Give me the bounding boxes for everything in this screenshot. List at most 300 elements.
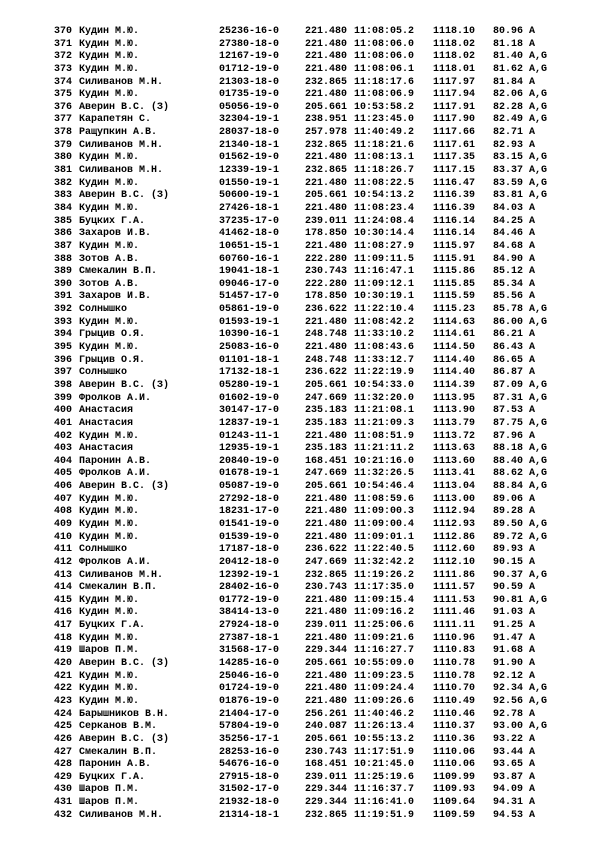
ring-code: 25046-16-0 [219, 670, 280, 682]
arrival-time: 11:19:26.2 [354, 569, 415, 581]
distance: 221.480 [305, 38, 348, 50]
distance: 205.661 [305, 658, 348, 670]
speed: 1116.14 [433, 228, 476, 240]
participant-name: Шаров П.М. [79, 784, 140, 796]
arrival-time: 10:55:13.2 [354, 733, 415, 745]
participant-name: Кудин М.Ю. [79, 607, 140, 619]
speed: 1117.90 [433, 114, 476, 126]
arrival-time: 11:08:43.6 [354, 342, 415, 354]
ring-code: 01101-18-1 [219, 354, 280, 366]
distance: 221.480 [305, 632, 348, 644]
table-row [0, 418, 600, 431]
rank-number: 417 [54, 620, 73, 632]
speed: 1114.40 [433, 367, 476, 379]
speed: 1113.90 [433, 405, 476, 417]
points: 83.15 A,G [493, 152, 548, 164]
ring-code: 21340-18-1 [219, 139, 280, 151]
speed: 1118.02 [433, 38, 476, 50]
table-row [0, 709, 600, 722]
table-row [0, 64, 600, 77]
participant-name: Кудин М.Ю. [79, 38, 140, 50]
ring-code: 54676-16-0 [219, 759, 280, 771]
arrival-time: 11:08:51.9 [354, 430, 415, 442]
speed: 1115.85 [433, 278, 476, 290]
rank-number: 431 [54, 797, 73, 809]
arrival-time: 11:32:26.5 [354, 468, 415, 480]
rank-number: 409 [54, 518, 73, 530]
distance: 221.480 [305, 518, 348, 530]
participant-name: Захаров И.В. [79, 291, 152, 303]
participant-name: Карапетян С. [79, 114, 152, 126]
arrival-time: 11:09:12.1 [354, 278, 415, 290]
ring-code: 30147-17-0 [219, 405, 280, 417]
points: 82.93 A [493, 139, 536, 151]
arrival-time: 11:16:47.1 [354, 266, 415, 278]
table-row [0, 165, 600, 178]
table-row [0, 291, 600, 304]
speed: 1115.97 [433, 240, 476, 252]
points: 93.65 A [493, 759, 536, 771]
ring-code: 21314-18-1 [219, 809, 280, 821]
participant-name: Буцких Г.А. [79, 771, 146, 783]
table-row [0, 77, 600, 90]
rank-number: 393 [54, 316, 73, 328]
points: 86.00 A,G [493, 316, 548, 328]
speed: 1116.39 [433, 190, 476, 202]
participant-name: Смекалин В.П. [79, 582, 158, 594]
points: 93.87 A [493, 771, 536, 783]
speed: 1110.70 [433, 683, 476, 695]
table-row [0, 254, 600, 267]
rank-number: 421 [54, 670, 73, 682]
ring-code: 37235-17-0 [219, 215, 280, 227]
table-row [0, 304, 600, 317]
arrival-time: 10:54:13.2 [354, 190, 415, 202]
participant-name: Силиванов М.Н. [79, 569, 164, 581]
table-row [0, 481, 600, 494]
arrival-time: 11:08:27.9 [354, 240, 415, 252]
rank-number: 416 [54, 607, 73, 619]
arrival-time: 11:08:59.6 [354, 493, 415, 505]
speed: 1114.63 [433, 316, 476, 328]
participant-name: Кудин М.Ю. [79, 430, 140, 442]
table-row [0, 178, 600, 191]
participant-name: Паронин А.В. [79, 759, 152, 771]
participant-name: Кудин М.Ю. [79, 63, 140, 75]
table-row [0, 456, 600, 469]
rank-number: 405 [54, 468, 73, 480]
arrival-time: 11:08:13.1 [354, 152, 415, 164]
table-row [0, 216, 600, 229]
rank-number: 373 [54, 63, 73, 75]
points: 94.31 A [493, 797, 536, 809]
arrival-time: 11:08:23.4 [354, 202, 415, 214]
speed: 1117.91 [433, 101, 476, 113]
participant-name: Кудин М.Ю. [79, 342, 140, 354]
table-row [0, 26, 600, 39]
distance: 221.480 [305, 493, 348, 505]
arrival-time: 11:08:06.9 [354, 89, 415, 101]
speed: 1111.46 [433, 607, 476, 619]
table-row [0, 140, 600, 153]
speed: 1113.63 [433, 443, 476, 455]
speed: 1111.57 [433, 582, 476, 594]
distance: 178.850 [305, 228, 348, 240]
distance: 239.011 [305, 215, 348, 227]
ring-code: 27924-18-0 [219, 620, 280, 632]
rank-number: 423 [54, 695, 73, 707]
ring-code: 27426-18-1 [219, 202, 280, 214]
rank-number: 392 [54, 304, 73, 316]
rank-number: 377 [54, 114, 73, 126]
table-row [0, 810, 600, 823]
points: 88.40 A,G [493, 455, 548, 467]
rank-number: 408 [54, 506, 73, 518]
table-row [0, 494, 600, 507]
rank-number: 384 [54, 202, 73, 214]
rank-number: 379 [54, 139, 73, 151]
arrival-time: 11:17:51.9 [354, 746, 415, 758]
points: 91.25 A [493, 620, 536, 632]
points: 86.43 A [493, 342, 536, 354]
arrival-time: 11:09:16.2 [354, 607, 415, 619]
ring-code: 01593-19-1 [219, 316, 280, 328]
points: 92.56 A,G [493, 695, 548, 707]
table-row [0, 797, 600, 810]
distance: 238.951 [305, 114, 348, 126]
table-row [0, 747, 600, 760]
speed: 1110.06 [433, 746, 476, 758]
participant-name: Кудин М.Ю. [79, 316, 140, 328]
table-row [0, 380, 600, 393]
participant-name: Буцких Г.А. [79, 620, 146, 632]
rank-number: 420 [54, 658, 73, 670]
points: 84.46 A [493, 228, 536, 240]
participant-name: Шаров П.М. [79, 645, 140, 657]
ring-code: 20840-19-0 [219, 455, 280, 467]
rank-number: 390 [54, 278, 73, 290]
ring-code: 25236-16-0 [219, 26, 280, 37]
participant-name: Кудин М.Ю. [79, 26, 140, 37]
arrival-time: 11:24:08.4 [354, 215, 415, 227]
ring-code: 10390-16-1 [219, 329, 280, 341]
table-row [0, 557, 600, 570]
distance: 240.087 [305, 721, 348, 733]
distance: 230.743 [305, 746, 348, 758]
speed: 1118.01 [433, 63, 476, 75]
rank-number: 376 [54, 101, 73, 113]
arrival-time: 10:53:58.2 [354, 101, 415, 113]
arrival-time: 11:17:35.0 [354, 582, 415, 594]
speed: 1109.64 [433, 797, 476, 809]
distance: 230.743 [305, 582, 348, 594]
participant-name: Аверин В.С. (З) [79, 379, 170, 391]
participant-name: Кудин М.Ю. [79, 632, 140, 644]
speed: 1112.86 [433, 531, 476, 543]
participant-name: Силиванов М.Н. [79, 139, 164, 151]
table-row [0, 532, 600, 545]
participant-name: Солнышко [79, 544, 128, 556]
distance: 230.743 [305, 266, 348, 278]
speed: 1110.96 [433, 632, 476, 644]
table-row [0, 102, 600, 115]
distance: 235.183 [305, 417, 348, 429]
points: 91.68 A [493, 645, 536, 657]
points: 91.47 A [493, 632, 536, 644]
points: 88.84 A,G [493, 481, 548, 493]
distance: 229.344 [305, 645, 348, 657]
distance: 248.748 [305, 329, 348, 341]
arrival-time: 11:23:45.0 [354, 114, 415, 126]
participant-name: Кудин М.Ю. [79, 152, 140, 164]
distance: 205.661 [305, 190, 348, 202]
distance: 232.865 [305, 76, 348, 88]
arrival-time: 11:09:24.4 [354, 683, 415, 695]
distance: 221.480 [305, 607, 348, 619]
arrival-time: 11:09:23.5 [354, 670, 415, 682]
speed: 1118.02 [433, 51, 476, 63]
arrival-time: 11:22:19.9 [354, 367, 415, 379]
ring-code: 28253-16-0 [219, 746, 280, 758]
points: 82.71 A [493, 127, 536, 139]
distance: 221.480 [305, 177, 348, 189]
points: 86.65 A [493, 354, 536, 366]
speed: 1109.59 [433, 809, 476, 821]
rank-number: 370 [54, 26, 73, 37]
speed: 1115.91 [433, 253, 476, 265]
speed: 1117.94 [433, 89, 476, 101]
ring-code: 01243-11-1 [219, 430, 280, 442]
rank-number: 418 [54, 632, 73, 644]
points: 90.15 A [493, 556, 536, 568]
table-row [0, 443, 600, 456]
speed: 1116.39 [433, 202, 476, 214]
participant-name: Аверин В.С. (З) [79, 190, 170, 202]
distance: 222.280 [305, 278, 348, 290]
speed: 1114.61 [433, 329, 476, 341]
rank-number: 375 [54, 89, 73, 101]
points: 83.37 A,G [493, 165, 548, 177]
table-row [0, 203, 600, 216]
arrival-time: 11:32:42.2 [354, 556, 415, 568]
participant-name: Кудин М.Ю. [79, 670, 140, 682]
table-row [0, 696, 600, 709]
rank-number: 399 [54, 392, 73, 404]
distance: 221.480 [305, 342, 348, 354]
rank-number: 411 [54, 544, 73, 556]
distance: 221.480 [305, 670, 348, 682]
speed: 1110.78 [433, 658, 476, 670]
participant-name: Солнышко [79, 304, 128, 316]
arrival-time: 11:08:42.2 [354, 316, 415, 328]
points: 89.06 A [493, 493, 536, 505]
distance: 205.661 [305, 379, 348, 391]
ring-code: 35256-17-1 [219, 733, 280, 745]
distance: 229.344 [305, 797, 348, 809]
ring-code: 25083-16-0 [219, 342, 280, 354]
arrival-time: 11:08:22.5 [354, 177, 415, 189]
speed: 1117.97 [433, 76, 476, 88]
arrival-time: 11:33:10.2 [354, 329, 415, 341]
speed: 1114.39 [433, 379, 476, 391]
speed: 1110.37 [433, 721, 476, 733]
table-row [0, 127, 600, 140]
points: 87.75 A,G [493, 417, 548, 429]
participant-name: Аверин В.С. (З) [79, 101, 170, 113]
points: 90.81 A,G [493, 594, 548, 606]
arrival-time: 11:08:06.0 [354, 51, 415, 63]
arrival-time: 11:16:37.7 [354, 784, 415, 796]
rank-number: 403 [54, 443, 73, 455]
participant-name: Кудин М.Ю. [79, 202, 140, 214]
points: 82.49 A,G [493, 114, 548, 126]
speed: 1110.83 [433, 645, 476, 657]
rank-number: 410 [54, 531, 73, 543]
speed: 1113.60 [433, 455, 476, 467]
distance: 221.480 [305, 316, 348, 328]
table-row [0, 658, 600, 671]
speed: 1117.35 [433, 152, 476, 164]
rank-number: 424 [54, 708, 73, 720]
points: 86.87 A [493, 367, 536, 379]
rank-number: 383 [54, 190, 73, 202]
participant-name: Кудин М.Ю. [79, 531, 140, 543]
table-row [0, 431, 600, 444]
participant-name: Кудин М.Ю. [79, 683, 140, 695]
rank-number: 389 [54, 266, 73, 278]
rank-number: 371 [54, 38, 73, 50]
rank-number: 372 [54, 51, 73, 63]
ring-code: 17132-18-1 [219, 367, 280, 379]
points: 92.12 A [493, 670, 536, 682]
speed: 1110.78 [433, 670, 476, 682]
rank-number: 386 [54, 228, 73, 240]
ring-code: 27915-18-0 [219, 771, 280, 783]
speed: 1115.23 [433, 304, 476, 316]
ring-code: 05087-19-0 [219, 481, 280, 493]
arrival-time: 10:54:33.0 [354, 379, 415, 391]
speed: 1113.04 [433, 481, 476, 493]
points: 87.96 A [493, 430, 536, 442]
speed: 1111.53 [433, 594, 476, 606]
table-row [0, 607, 600, 620]
participant-name: Аверин В.С. (З) [79, 733, 170, 745]
arrival-time: 11:16:27.7 [354, 645, 415, 657]
rank-number: 422 [54, 683, 73, 695]
rank-number: 413 [54, 569, 73, 581]
ring-code: 05056-19-0 [219, 101, 280, 113]
table-row [0, 506, 600, 519]
participant-name: Кудин М.Ю. [79, 493, 140, 505]
speed: 1118.10 [433, 26, 476, 37]
participant-name: Фролков А.И. [79, 392, 152, 404]
points: 90.59 A [493, 582, 536, 594]
speed: 1115.59 [433, 291, 476, 303]
speed: 1114.50 [433, 342, 476, 354]
distance: 221.480 [305, 202, 348, 214]
arrival-time: 11:40:46.2 [354, 708, 415, 720]
ring-code: 01724-19-0 [219, 683, 280, 695]
participant-name: Анастасия [79, 443, 134, 455]
points: 81.40 A,G [493, 51, 548, 63]
distance: 236.622 [305, 544, 348, 556]
points: 92.78 A [493, 708, 536, 720]
ring-code: 01602-19-0 [219, 392, 280, 404]
table-row [0, 734, 600, 747]
arrival-time: 11:18:26.7 [354, 165, 415, 177]
rank-number: 402 [54, 430, 73, 442]
arrival-time: 11:21:08.1 [354, 405, 415, 417]
ring-code: 01735-19-0 [219, 89, 280, 101]
speed: 1110.36 [433, 733, 476, 745]
participant-name: Анастасия [79, 405, 134, 417]
distance: 221.480 [305, 26, 348, 37]
participant-name: Шаров П.М. [79, 797, 140, 809]
table-row [0, 241, 600, 254]
ring-code: 27387-18-1 [219, 632, 280, 644]
participant-name: Кудин М.Ю. [79, 695, 140, 707]
participant-name: Анастасия [79, 417, 134, 429]
ring-code: 31502-17-0 [219, 784, 280, 796]
ring-code: 51457-17-0 [219, 291, 280, 303]
distance: 256.261 [305, 708, 348, 720]
participant-name: Кудин М.Ю. [79, 89, 140, 101]
arrival-time: 10:30:14.4 [354, 228, 415, 240]
ring-code: 01550-19-1 [219, 177, 280, 189]
arrival-time: 11:18:21.6 [354, 139, 415, 151]
ring-code: 18231-17-0 [219, 506, 280, 518]
distance: 221.480 [305, 240, 348, 252]
participant-name: Кудин М.Ю. [79, 594, 140, 606]
speed: 1116.14 [433, 215, 476, 227]
ring-code: 21303-18-0 [219, 76, 280, 88]
rank-number: 401 [54, 417, 73, 429]
points: 87.53 A [493, 405, 536, 417]
speed: 1111.86 [433, 569, 476, 581]
distance: 221.480 [305, 506, 348, 518]
points: 84.25 A [493, 215, 536, 227]
table-row [0, 645, 600, 658]
participant-name: Фролков А.И. [79, 468, 152, 480]
speed: 1109.93 [433, 784, 476, 796]
speed: 1114.40 [433, 354, 476, 366]
ring-code: 28037-18-0 [219, 127, 280, 139]
table-row [0, 317, 600, 330]
speed: 1110.49 [433, 695, 476, 707]
participant-name: Силиванов М.Н. [79, 76, 164, 88]
rank-number: 385 [54, 215, 73, 227]
rank-number: 432 [54, 809, 73, 821]
rank-number: 419 [54, 645, 73, 657]
participant-name: Аверин В.С. (З) [79, 658, 170, 670]
participant-name: Аверин В.С. (З) [79, 481, 170, 493]
rank-number: 426 [54, 733, 73, 745]
table-row [0, 329, 600, 342]
arrival-time: 11:16:41.0 [354, 797, 415, 809]
rank-number: 407 [54, 493, 73, 505]
ring-code: 19041-18-1 [219, 266, 280, 278]
table-row [0, 342, 600, 355]
points: 86.21 A [493, 329, 536, 341]
points: 90.37 A,G [493, 569, 548, 581]
ring-code: 05861-19-0 [219, 304, 280, 316]
participant-name: Кудин М.Ю. [79, 240, 140, 252]
speed: 1110.46 [433, 708, 476, 720]
arrival-time: 11:32:20.0 [354, 392, 415, 404]
results-table [0, 26, 600, 822]
participant-name: Кудин М.Ю. [79, 51, 140, 63]
distance: 232.865 [305, 569, 348, 581]
